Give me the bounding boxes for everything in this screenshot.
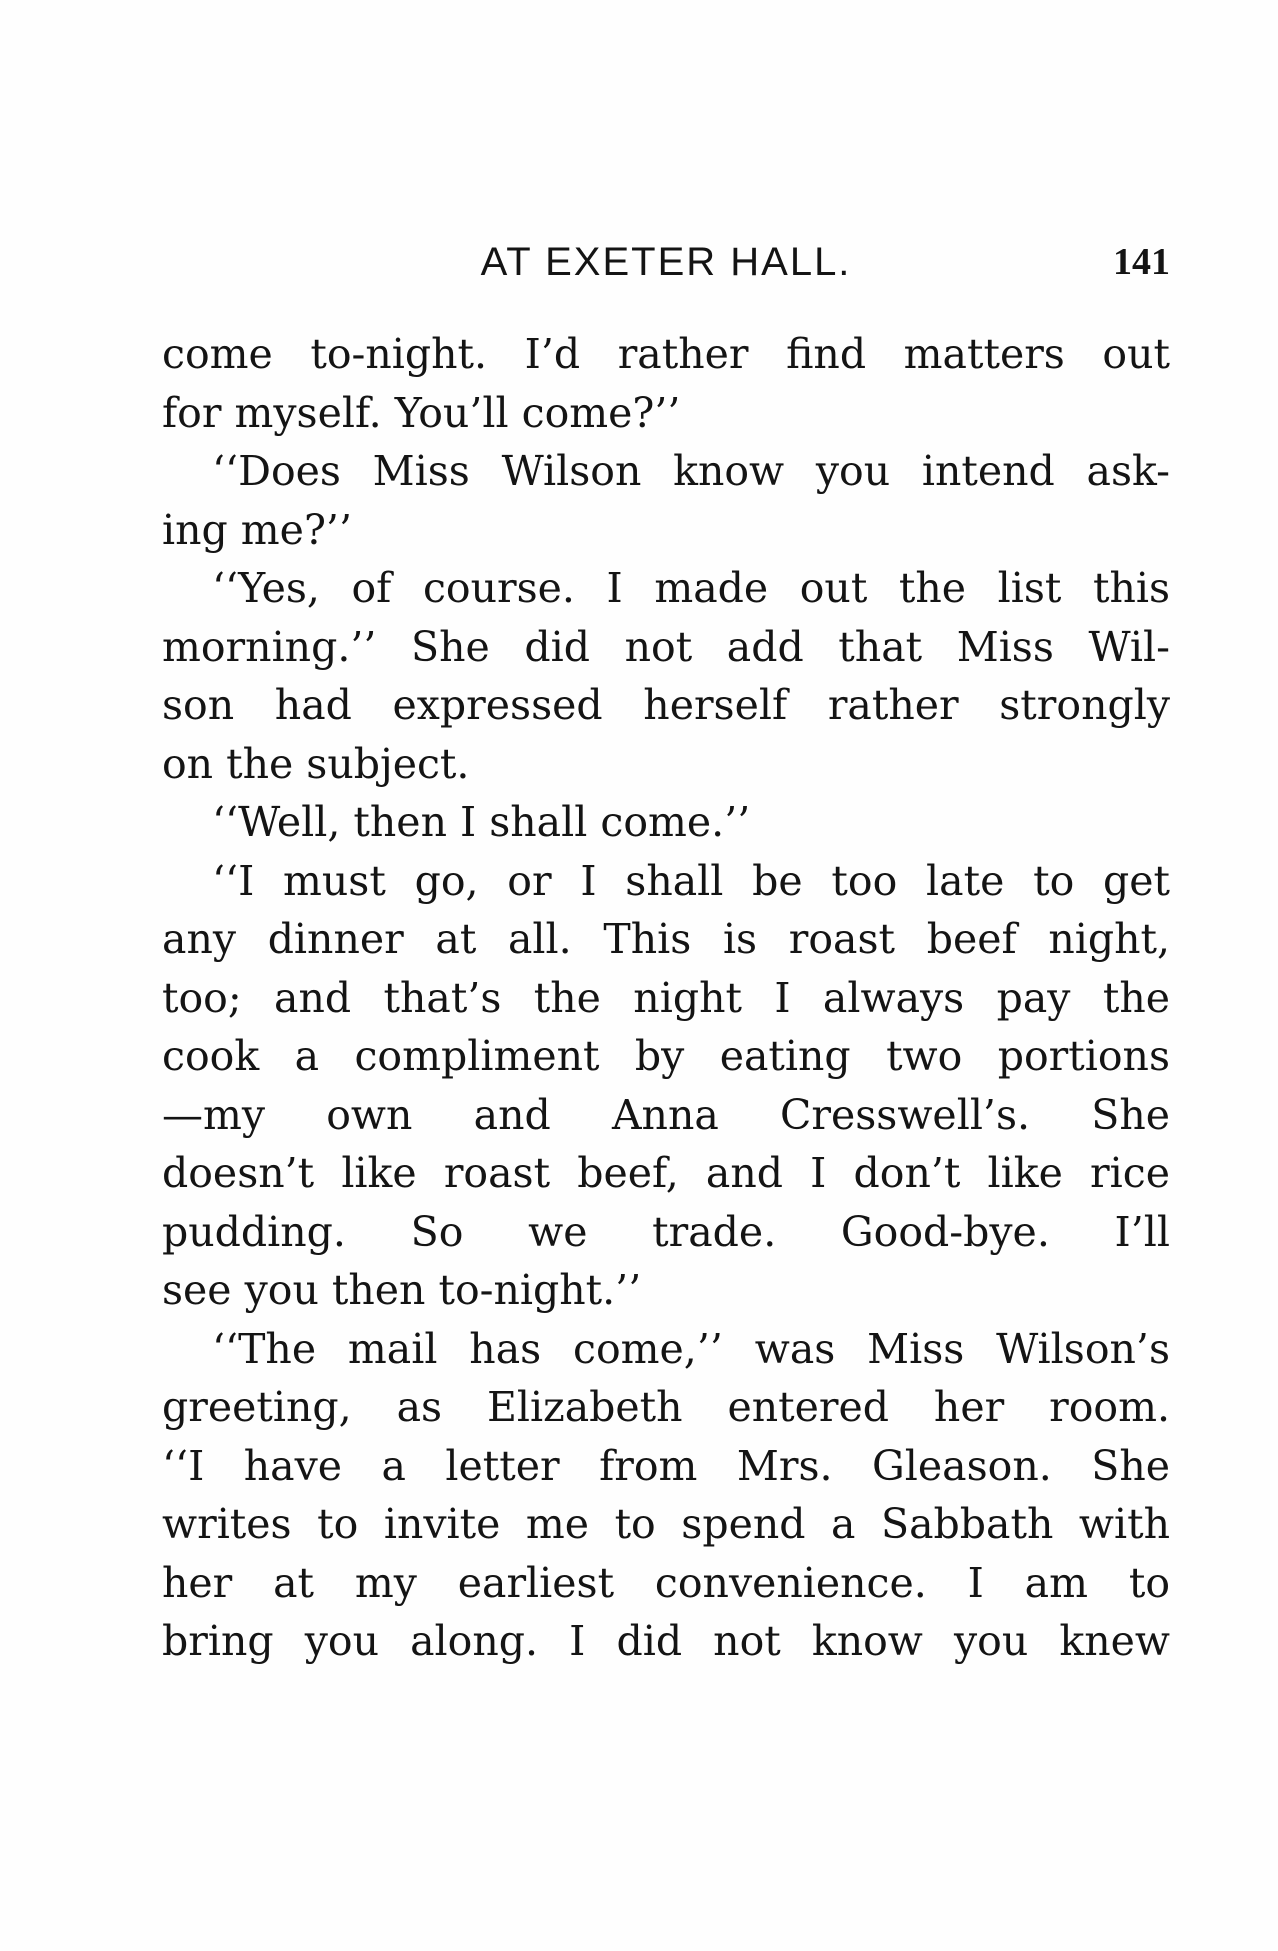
text-line: on the subject. <box>162 739 470 788</box>
text-line: doesn’t like roast beef, and I don’t like rice <box>162 1149 1170 1197</box>
text-line: any dinner at all. This is roast beef night, <box>162 915 1170 963</box>
text-line: —my own and Anna Cresswell’s. She <box>162 1090 1170 1139</box>
body-text <box>162 325 1170 1671</box>
text-line: ‘‘I must go, or I shall be too late to get <box>212 856 1170 905</box>
text-line: morning.’’ She did not add that Miss Wil- <box>162 622 1170 671</box>
text-line: see you then to-night.’’ <box>162 1266 642 1314</box>
text-line: son had expressed herself rather strongly <box>162 681 1170 729</box>
text-line: ‘‘I have a letter from Mrs. Gleason. She <box>162 1441 1170 1490</box>
text-line: bring you along. I did not know you knew <box>162 1617 1170 1665</box>
text-line: ‘‘Does Miss Wilson know you intend ask- <box>212 447 1170 495</box>
text-line: for myself. You’ll come?’’ <box>162 388 681 437</box>
running-head-title: AT EXETER HALL. <box>480 240 852 284</box>
text-line: writes to invite me to spend a Sabbath with <box>162 1500 1170 1548</box>
text-line: pudding. So we trade. Good-bye. I’ll <box>162 1207 1170 1256</box>
text-line: ‘‘The mail has come,’’ was Miss Wilson’s <box>212 1324 1170 1373</box>
page-number: 141 <box>1113 241 1170 283</box>
text-line: ing me?’’ <box>162 505 352 554</box>
text-line: ‘‘Yes, of course. I made out the list this <box>212 564 1170 612</box>
text-line: her at my earliest convenience. I am to <box>162 1558 1170 1607</box>
running-head <box>162 232 1170 292</box>
text-line: greeting, as Elizabeth entered her room. <box>162 1383 1170 1431</box>
text-line: cook a compliment by eating two portions <box>162 1032 1170 1080</box>
text-line: ‘‘Well, then I shall come.’’ <box>212 798 751 846</box>
text-line: come to-night. I’d rather find matters out <box>162 330 1170 378</box>
text-line: too; and that’s the night I always pay the <box>162 973 1170 1022</box>
